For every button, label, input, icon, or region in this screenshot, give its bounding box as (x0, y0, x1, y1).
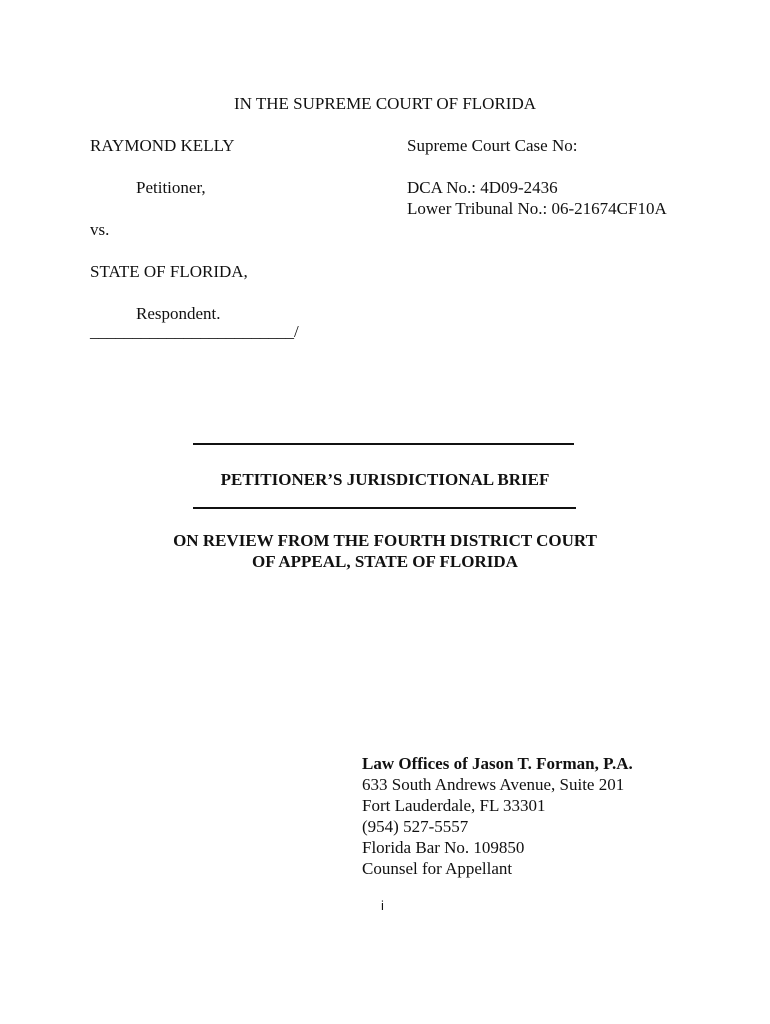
petitioner-name: RAYMOND KELLY (90, 136, 235, 155)
counsel-phone: (954) 527-5557 (362, 817, 469, 836)
dca-number: DCA No.: 4D09-2436 (407, 178, 558, 197)
petitioner-role: Petitioner, (136, 178, 206, 197)
review-line-2: OF APPEAL, STATE OF FLORIDA (252, 552, 518, 571)
title-rule-bottom (193, 507, 576, 509)
lower-tribunal-number: Lower Tribunal No.: 06-21674CF10A (407, 199, 667, 218)
supreme-court-case-number: Supreme Court Case No: (407, 136, 578, 155)
counsel-bar-number: Florida Bar No. 109850 (362, 838, 525, 857)
counsel-role: Counsel for Appellant (362, 859, 513, 878)
respondent-name: STATE OF FLORIDA, (90, 262, 248, 281)
counsel-firm: Law Offices of Jason T. Forman, P.A. (362, 754, 633, 773)
respondent-role: Respondent. (136, 304, 221, 323)
counsel-address-2: Fort Lauderdale, FL 33301 (362, 796, 546, 815)
brief-title: PETITIONER’S JURISDICTIONAL BRIEF (220, 470, 550, 489)
title-rule-top (193, 443, 574, 445)
caption-close: ________________________/ (90, 322, 299, 341)
review-line-1: ON REVIEW FROM THE FOURTH DISTRICT COURT (173, 531, 597, 550)
versus: vs. (90, 220, 110, 239)
counsel-address-1: 633 South Andrews Avenue, Suite 201 (362, 775, 625, 794)
court-heading: IN THE SUPREME COURT OF FLORIDA (233, 94, 537, 113)
page-number: i (381, 898, 384, 913)
